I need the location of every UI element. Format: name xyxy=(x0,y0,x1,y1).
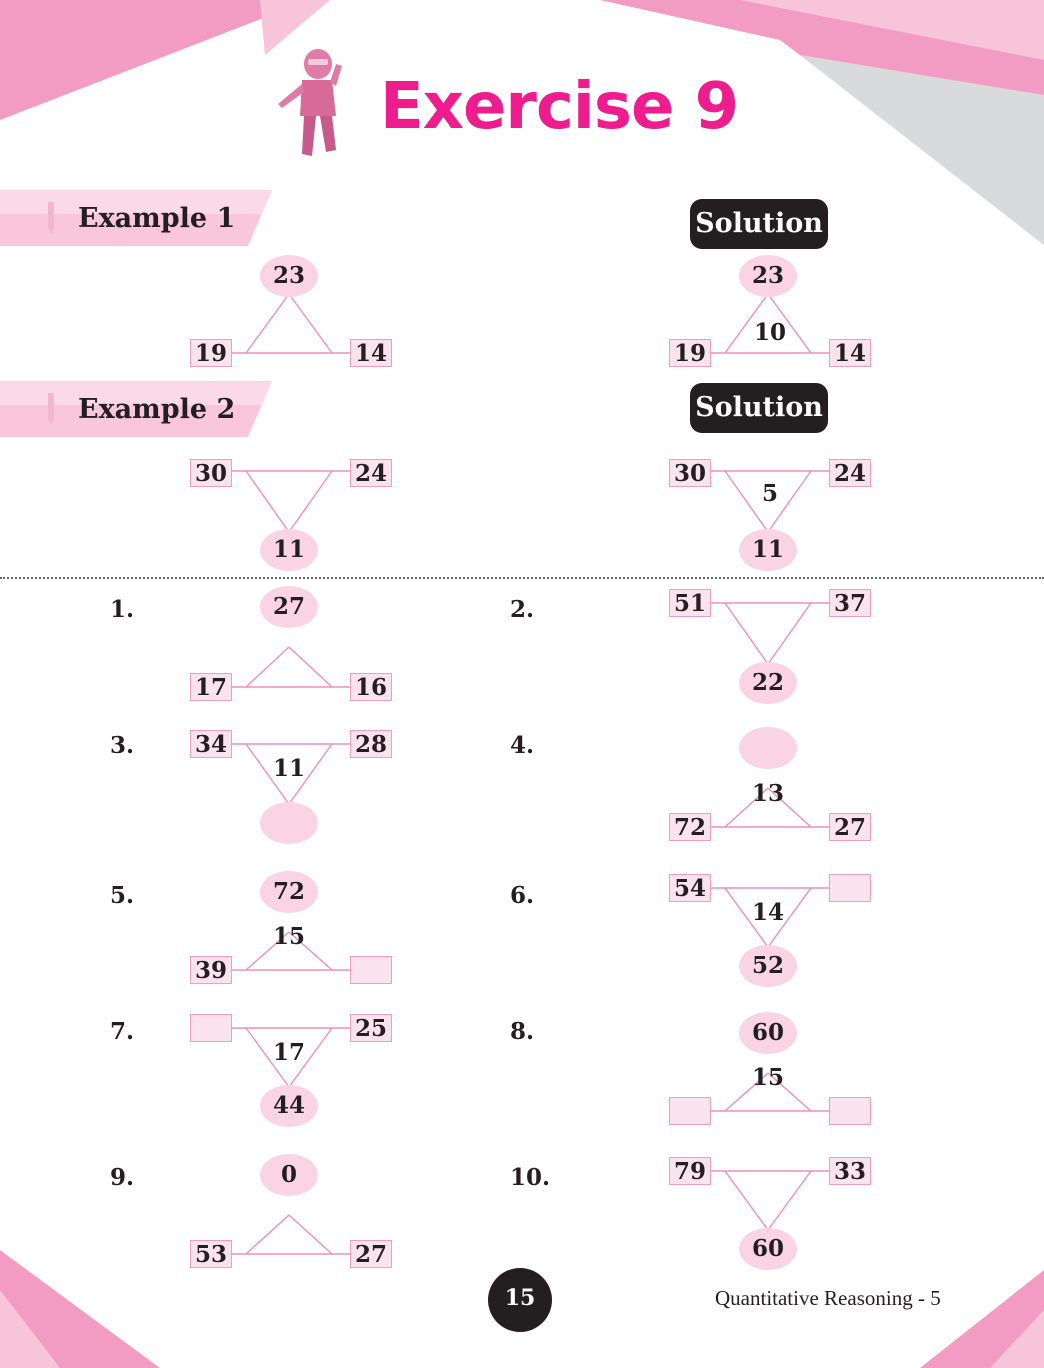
question-6-number: 6. xyxy=(510,882,535,909)
question-9-number: 9. xyxy=(110,1164,135,1191)
question-7-right-box: 25 xyxy=(350,1014,392,1042)
question-7-left-box[interactable] xyxy=(190,1014,232,1042)
example-1-left-box: 19 xyxy=(190,339,232,367)
example-2-left-box: 30 xyxy=(190,459,232,487)
question-4-number: 4. xyxy=(510,732,535,759)
question-5-number: 5. xyxy=(110,882,135,909)
question-4-center-number: 13 xyxy=(751,780,784,807)
question-6-left-box: 54 xyxy=(669,874,711,902)
example-1-label: Example 1 xyxy=(78,203,236,234)
example-2-label: Example 2 xyxy=(78,394,236,425)
question-6-bottom-oval: 52 xyxy=(739,945,797,987)
question-1-top-oval: 27 xyxy=(260,586,318,628)
example-1-top-oval: 23 xyxy=(260,255,318,297)
question-1-right-box: 16 xyxy=(350,673,392,701)
page-number-badge: 15 xyxy=(488,1268,552,1332)
question-9-left-edge xyxy=(246,1215,289,1254)
solution-1-pill: Solution xyxy=(690,199,828,249)
question-2-number: 2. xyxy=(510,596,535,623)
solution-1-top-oval: 23 xyxy=(739,255,797,297)
question-3-left-box: 34 xyxy=(190,730,232,758)
question-5-center-number: 15 xyxy=(272,923,305,950)
question-8-left-box[interactable] xyxy=(669,1097,711,1125)
question-1-number: 1. xyxy=(110,596,135,623)
question-6-center-number: 14 xyxy=(751,899,784,926)
question-10-left-box: 79 xyxy=(669,1157,711,1185)
question-3-bottom-oval[interactable] xyxy=(260,802,318,844)
footer-text: Quantitative Reasoning - 5 xyxy=(715,1286,941,1310)
solution-2-center-number: 5 xyxy=(761,480,778,507)
question-9-right-edge xyxy=(289,1215,332,1254)
question-10-right-edge xyxy=(768,1171,811,1230)
question-2-right-box: 37 xyxy=(829,589,871,617)
question-2-bottom-oval: 22 xyxy=(739,662,797,704)
question-8-center-number: 15 xyxy=(751,1064,784,1091)
solution-2-left-box: 30 xyxy=(669,459,711,487)
question-8-top-oval: 60 xyxy=(739,1012,797,1054)
question-7-number: 7. xyxy=(110,1018,135,1045)
question-5-left-box: 39 xyxy=(190,956,232,984)
question-10-right-box: 33 xyxy=(829,1157,871,1185)
question-6-right-box[interactable] xyxy=(829,874,871,902)
solution-1-left-box: 19 xyxy=(669,339,711,367)
question-10-bottom-oval: 60 xyxy=(739,1228,797,1270)
question-5-right-box[interactable] xyxy=(350,956,392,984)
solution-1-right-box: 14 xyxy=(829,339,871,367)
question-1-right-edge xyxy=(289,647,332,687)
solution-2-bottom-oval: 11 xyxy=(739,529,797,571)
example-1-right-box: 14 xyxy=(350,339,392,367)
question-1-left-box: 17 xyxy=(190,673,232,701)
question-1-left-edge xyxy=(246,647,289,687)
question-4-left-box: 72 xyxy=(669,813,711,841)
question-4-top-oval[interactable] xyxy=(739,727,797,769)
question-5-top-oval: 72 xyxy=(260,871,318,913)
solution-2-right-box: 24 xyxy=(829,459,871,487)
question-2-left-edge xyxy=(725,603,768,664)
question-3-right-box: 28 xyxy=(350,730,392,758)
question-9-right-box: 27 xyxy=(350,1240,392,1268)
question-4-right-box: 27 xyxy=(829,813,871,841)
question-8-number: 8. xyxy=(510,1018,535,1045)
question-10-number: 10. xyxy=(510,1164,551,1191)
question-10-left-edge xyxy=(725,1171,768,1230)
question-3-number: 3. xyxy=(110,732,135,759)
question-7-center-number: 17 xyxy=(272,1039,305,1066)
question-9-top-oval: 0 xyxy=(260,1154,318,1196)
example-2-right-box: 24 xyxy=(350,459,392,487)
question-2-left-box: 51 xyxy=(669,589,711,617)
question-2-right-edge xyxy=(768,603,811,664)
question-3-center-number: 11 xyxy=(272,755,305,782)
solution-1-center-number: 10 xyxy=(753,319,786,346)
example-2-bottom-oval: 11 xyxy=(260,529,318,571)
page-title: Exercise 9 xyxy=(380,70,739,144)
question-7-bottom-oval: 44 xyxy=(260,1085,318,1127)
question-8-right-box[interactable] xyxy=(829,1097,871,1125)
question-9-left-box: 53 xyxy=(190,1240,232,1268)
solution-2-pill: Solution xyxy=(690,383,828,433)
